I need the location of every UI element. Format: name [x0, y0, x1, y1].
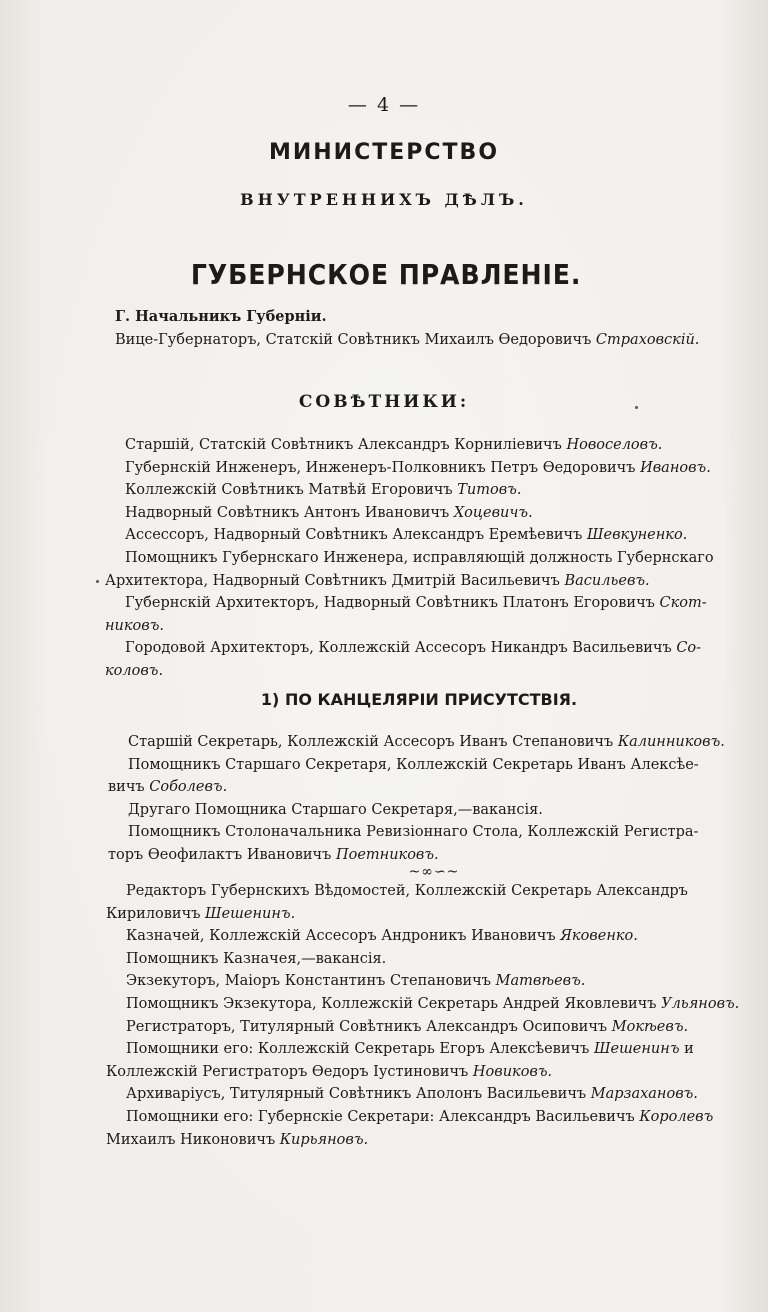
assistant-engineer-name: Васильевъ. — [564, 572, 650, 589]
councillor-text: Губернскій Инженеръ, Инженеръ-Полковникъ Петръ Ѳедоровичъ — [125, 459, 636, 476]
archivist-assistants-prefix2: Михаилъ Никоновичъ — [106, 1131, 276, 1148]
city-architect-line2 — [105, 660, 740, 683]
archivist-assistants-line2 — [106, 1129, 741, 1152]
registrar-assistant-name1: Шешенинъ — [593, 1041, 680, 1058]
editor-line1: Редакторъ Губернскихъ Вѣдомостей, Коллежскій Секретарь Александръ — [126, 883, 688, 899]
city-architect-text: Городовой Архитекторъ, Коллежскій Ассесоръ Никандръ Васильевичъ — [125, 640, 672, 657]
gub-architect-name2: никовъ. — [105, 617, 164, 634]
governor-line: Г. Начальникъ Губерніи. — [115, 308, 327, 325]
treasurer-line — [106, 925, 741, 948]
councillor-name: Титовъ. — [457, 482, 522, 499]
registrar-assistants-line1 — [106, 1038, 741, 1061]
councillor-text: Ассессоръ, Надворный Совѣтникъ Александръ Еремѣевичъ — [125, 527, 583, 544]
registrar-assistants-suffix: и — [684, 1041, 694, 1058]
ornament-divider: ~∞∽~ — [408, 864, 460, 880]
registrar-assistants-prefix: Помощники его: Коллежскій Секретарь Егоръ Алексѣевичъ — [126, 1041, 590, 1058]
stray-mark — [635, 406, 638, 409]
stray-mark — [96, 580, 99, 583]
archivist-line — [106, 1083, 741, 1106]
senior-secretary-name: Калинниковъ. — [617, 734, 725, 750]
board-title: ГУБЕРНСКОЕ ПРАВЛЕНІЕ. — [190, 258, 582, 291]
executor-line — [106, 970, 741, 993]
councillor-text: Коллежскій Совѣтникъ Матвѣй Егоровичъ — [125, 482, 453, 499]
assistant-engineer-text: Архитектора, Надворный Совѣтникъ Дмитрій Васильевичъ — [105, 572, 560, 589]
archivist-assistants-line1 — [106, 1106, 741, 1129]
second-assistant-line: Другаго Помощника Старшаго Секретаря,—вакансія. — [128, 801, 543, 818]
registrar-line — [106, 1016, 741, 1039]
executor-assistant-name: Ульяновъ. — [661, 995, 740, 1012]
assistant-secretary-line1: Помощникъ Старшаго Секретаря, Коллежскій Секретарь Иванъ Алексѣе- — [128, 756, 699, 773]
gub-architect-name1: Скот- — [659, 595, 707, 612]
city-architect-name1: Со- — [676, 640, 702, 657]
councillors-list — [105, 434, 740, 683]
revision-assistant-name: Поетниковъ. — [335, 846, 439, 863]
councillor-text: Старшій, Статскій Совѣтникъ Александръ Корниліевичъ — [125, 437, 562, 453]
staff-list — [106, 880, 741, 1151]
editor-prefix: Кириловичъ — [106, 905, 201, 922]
councillor-line — [105, 479, 740, 502]
archivist-assistants-prefix: Помощники его: Губернскіе Секретари: Александръ Васильевичъ — [126, 1108, 635, 1125]
revision-assistant-prefix: торъ Ѳеофилактъ Ивановичъ — [108, 846, 332, 863]
treasurer-name: Яковенко. — [560, 928, 638, 945]
editor-name: Шешенинъ. — [205, 905, 296, 922]
gub-architect-line1 — [105, 592, 740, 615]
city-architect-line1 — [105, 637, 740, 660]
section1-heading: 1) ПО КАНЦЕЛЯРІИ ПРИСУТСТВІЯ. — [260, 690, 578, 709]
vice-governor-name: Страховскій. — [595, 331, 700, 348]
assistant-engineer-line1: Помощникъ Губернскаго Инженера, исправляющій должность Губернскаго — [125, 549, 714, 566]
registrar-assistant-name2: Новиковъ. — [472, 1063, 553, 1080]
city-architect-name2: коловъ. — [105, 662, 164, 679]
councillor-text: Надворный Совѣтникъ Антонъ Ивановичъ — [125, 504, 450, 521]
gub-architect-line2 — [105, 615, 740, 638]
councillor-name: Ивановъ. — [640, 459, 711, 476]
assistant-engineer-line2 — [105, 570, 740, 593]
registrar-assistants-line2 — [106, 1061, 741, 1084]
executor-assistant-line — [106, 993, 741, 1016]
archivist-text: Архиваріусъ, Титулярный Совѣтникъ Аполонъ Васильевичъ — [126, 1086, 587, 1103]
archivist-name: Марзахановъ. — [590, 1086, 698, 1103]
archivist-assistant-name2: Кирьяновъ. — [279, 1131, 369, 1148]
executor-name: Матвѣевъ. — [495, 973, 586, 990]
registrar-assistants-prefix2: Коллежскій Регистраторъ Ѳедоръ Іустиновичъ — [106, 1063, 469, 1080]
councillor-line — [105, 502, 740, 525]
councillors-heading: СОВѢТНИКИ: — [298, 392, 470, 412]
councillor-line — [105, 457, 740, 480]
gub-architect-text: Губернскій Архитекторъ, Надворный Совѣтникъ Платонъ Егоровичъ — [125, 595, 655, 612]
registrar-name: Мокѣевъ. — [611, 1018, 689, 1035]
senior-secretary-text: Старшій Секретарь, Коллежскій Ассесоръ Иванъ Степановичъ — [128, 734, 614, 750]
vice-governor-line — [105, 329, 740, 352]
treasurer-assistant-line: Помощникъ Казначея,—вакансія. — [126, 950, 387, 967]
assistant-secretary-line2 — [108, 776, 743, 799]
governor-block — [105, 306, 740, 351]
revision-assistant-line1: Помощникъ Столоначальника Ревизіоннаго Стола, Коллежскій Регистра- — [128, 824, 699, 841]
ministry-title: МИНИСТЕРСТВО — [268, 140, 500, 165]
editor-line2 — [106, 903, 741, 926]
chancellery-list — [108, 731, 743, 867]
ministry-subtitle: ВНУТРЕННИХЪ ДѢЛЪ. — [240, 190, 528, 209]
registrar-text: Регистраторъ, Титулярный Совѣтникъ Александръ Осиповичъ — [126, 1018, 608, 1035]
assistant-secretary-name: Соболевъ. — [149, 779, 228, 796]
archivist-assistant-name1: Королевъ — [639, 1108, 714, 1125]
executor-assistant-text: Помощникъ Экзекутора, Коллежскій Секретарь Андрей Яковлевичъ — [126, 995, 657, 1012]
councillor-name: Хоцевичъ. — [453, 504, 533, 521]
councillor-line — [105, 434, 740, 457]
councillor-line — [105, 524, 740, 547]
page-number: — 4 — — [347, 94, 421, 116]
senior-secretary-line — [108, 731, 743, 754]
assistant-secretary-prefix: вичъ — [108, 779, 145, 796]
executor-text: Экзекуторъ, Маіоръ Константинъ Степановичъ — [126, 973, 491, 990]
vice-governor-text: Вице-Губернаторъ, Статскій Совѣтникъ Михаилъ Ѳедоровичъ — [115, 331, 592, 348]
councillor-name: Шевкуненко. — [586, 527, 688, 544]
treasurer-text: Казначей, Коллежскій Ассесоръ Андроникъ Ивановичъ — [126, 928, 556, 945]
councillor-name: Новоселовъ. — [566, 437, 663, 453]
